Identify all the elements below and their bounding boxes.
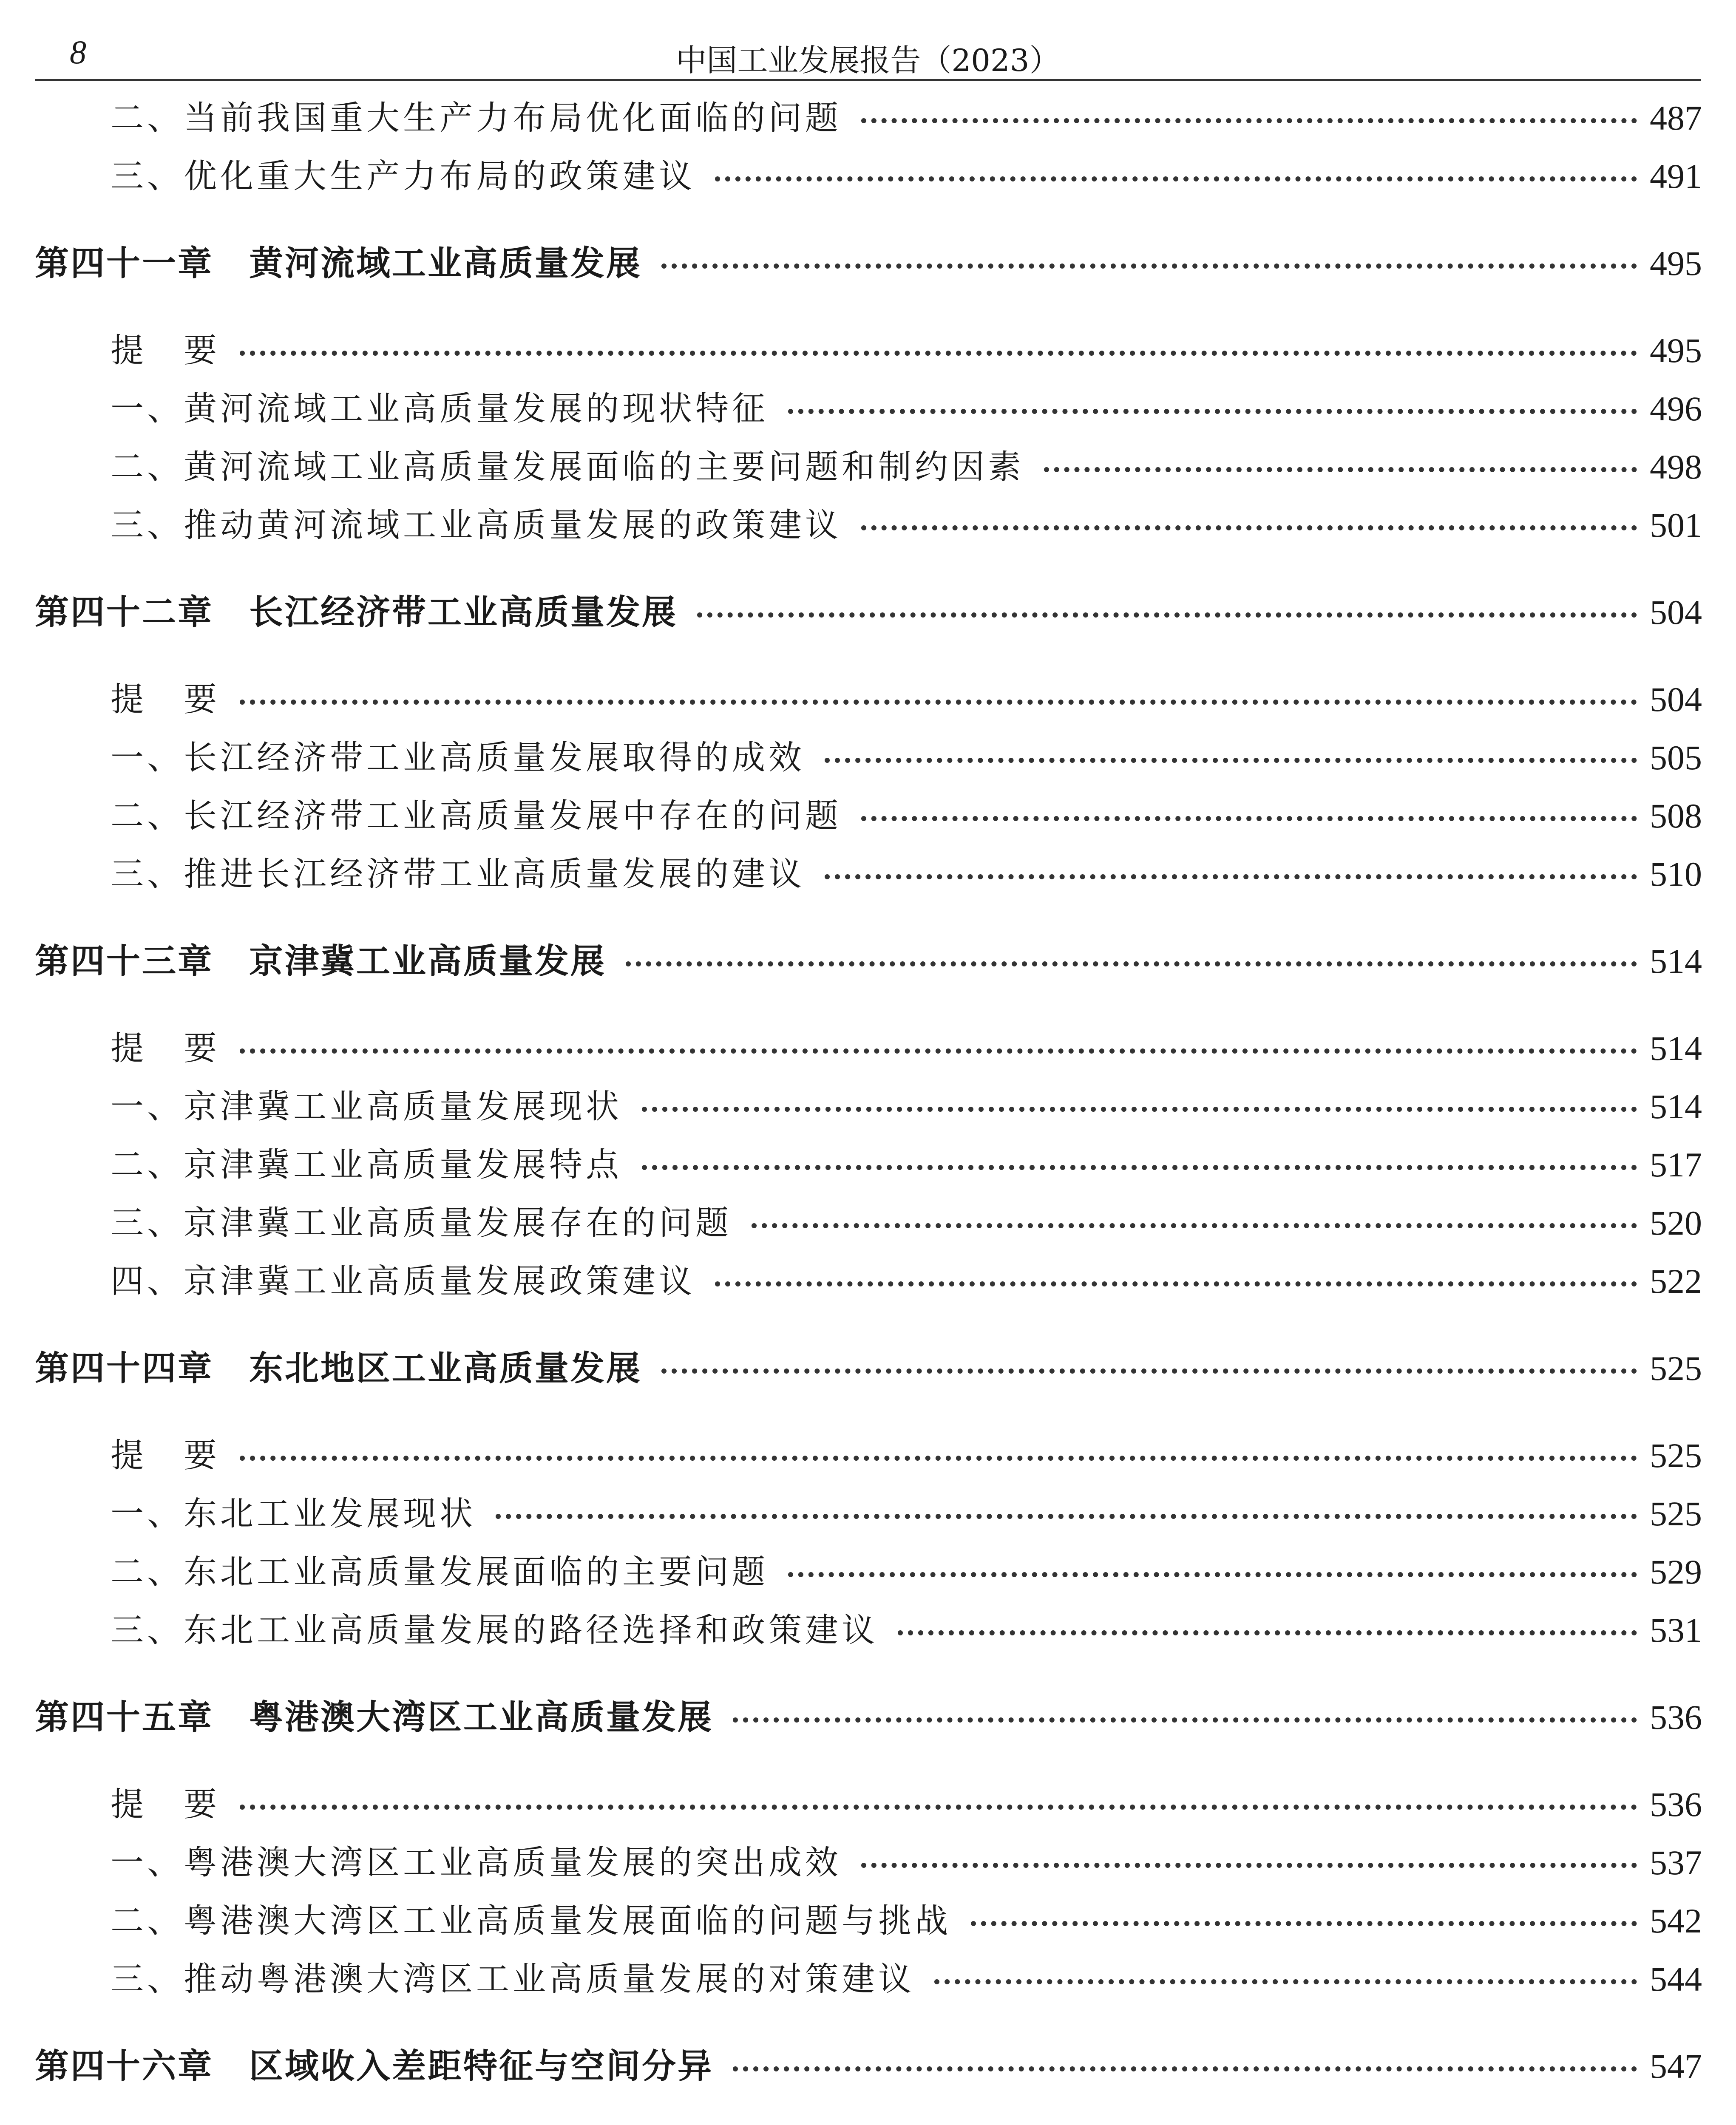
dot-leader [971,1921,1637,1926]
page-number-ref: 525 [1650,1494,1702,1533]
page-number-ref: 517 [1650,1145,1702,1184]
section-title: 二、黄河流域工业高质量发展面临的主要问题和制约因素 [111,448,1025,486]
dot-leader [733,1717,1637,1723]
page-number-ref: 520 [1650,1204,1702,1242]
dot-leader [240,351,1637,356]
toc-section-row[interactable] [111,849,1702,900]
dot-leader [752,1223,1637,1228]
section-title: 三、推动黄河流域工业高质量发展的政策建议 [111,506,842,544]
toc-section-row[interactable] [111,325,1702,376]
toc-chapter-row[interactable] [35,936,1702,987]
page-number-ref: 504 [1650,593,1702,632]
section-title: 三、优化重大生产力布局的政策建议 [111,157,696,196]
dot-leader [697,612,1637,618]
dot-leader [642,1107,1637,1112]
dot-leader [626,961,1637,966]
toc-section-row[interactable] [111,1081,1702,1132]
page-number-ref: 495 [1650,244,1702,283]
dot-leader [661,1368,1637,1374]
chapter-title [35,1697,713,1737]
page-number-ref: 522 [1650,1262,1702,1300]
toc-section-row[interactable] [111,1256,1702,1307]
toc-section-row[interactable] [111,1896,1702,1946]
dot-leader [240,1048,1637,1054]
section-title: 提 要 [111,680,221,719]
section-title: 提 要 [111,332,221,370]
section-title: 一、长江经济带工业高质量发展取得的成效 [111,739,806,777]
toc-chapter-row[interactable] [35,1343,1702,1394]
dot-leader [788,409,1637,414]
chapter-number: 第四十二章 [35,592,213,632]
page-number-ref: 495 [1650,331,1702,370]
toc-section-row[interactable] [111,1198,1702,1249]
chapter-name: 京津冀工业高质量发展 [249,941,606,981]
section-title: 二、东北工业高质量发展面临的主要问题 [111,1553,769,1591]
dot-leader [934,1979,1637,1984]
chapter-name: 区域收入差距特征与空间分异 [249,2046,713,2086]
toc-chapter-row[interactable] [35,238,1702,289]
section-title: 提 要 [111,1436,221,1475]
dot-leader [642,1165,1637,1170]
toc-section-row[interactable] [111,1779,1702,1830]
section-title: 提 要 [111,1029,221,1068]
toc-chapter-row[interactable] [35,2041,1702,2092]
page-number-ref: 531 [1650,1611,1702,1649]
toc-section-row[interactable] [111,1023,1702,1074]
toc-section-row[interactable] [111,151,1702,202]
toc-section-row[interactable] [111,1430,1702,1481]
chapter-title [35,941,606,981]
section-title: 三、推动粤港澳大湾区工业高质量发展的对策建议 [111,1960,915,1998]
dot-leader [898,1630,1637,1635]
toc-section-row[interactable] [111,442,1702,493]
dot-leader [733,2066,1637,2071]
page-number-ref: 508 [1650,796,1702,835]
section-title: 提 要 [111,1785,221,1824]
chapter-title [35,2046,713,2086]
dot-leader [1044,467,1637,472]
page-number-ref: 537 [1650,1843,1702,1882]
dot-leader [715,176,1637,181]
page-number-ref: 496 [1650,389,1702,428]
page-number-ref: 505 [1650,738,1702,777]
page-number-ref: 487 [1650,99,1702,137]
dot-leader [240,700,1637,705]
dot-leader [661,264,1637,269]
page-number-ref: 514 [1650,1029,1702,1068]
section-title: 二、长江经济带工业高质量发展中存在的问题 [111,797,842,835]
dot-leader [240,1805,1637,1810]
chapter-number: 第四十三章 [35,941,213,981]
dot-leader [788,1572,1637,1577]
page-number: 8 [70,34,86,71]
chapter-number: 第四十六章 [35,2046,213,2086]
chapter-name: 粤港澳大湾区工业高质量发展 [249,1697,713,1737]
section-title: 三、京津冀工业高质量发展存在的问题 [111,1204,732,1242]
section-title: 二、粤港澳大湾区工业高质量发展面临的问题与挑战 [111,1902,952,1940]
page-number-ref: 536 [1650,1785,1702,1824]
chapter-number: 第四十五章 [35,1697,213,1737]
page-number-ref: 514 [1650,1087,1702,1126]
page-number-ref: 491 [1650,157,1702,196]
page-number-ref: 501 [1650,506,1702,544]
page-number-ref: 536 [1650,1698,1702,1737]
page-number-ref: 547 [1650,2047,1702,2085]
toc-section-row[interactable] [111,674,1702,725]
chapter-title [35,244,642,283]
page-number-ref: 529 [1650,1553,1702,1591]
toc-section-row[interactable] [111,383,1702,434]
section-title: 一、京津冀工业高质量发展现状 [111,1088,623,1126]
section-title: 二、京津冀工业高质量发展特点 [111,1146,623,1184]
toc-section-row[interactable] [111,1605,1702,1656]
chapter-title [35,1349,642,1388]
page-number-ref: 504 [1650,680,1702,719]
toc-section-row[interactable] [111,1547,1702,1598]
toc-section-row[interactable] [111,500,1702,551]
dot-leader [496,1514,1637,1519]
toc-chapter-row[interactable] [35,587,1702,638]
toc-section-row[interactable] [111,1488,1702,1539]
toc-section-row[interactable] [111,1837,1702,1888]
toc-section-row[interactable] [111,732,1702,783]
page-number-ref: 525 [1650,1436,1702,1475]
toc-section-row[interactable] [111,1139,1702,1190]
chapter-name: 东北地区工业高质量发展 [249,1349,642,1388]
chapter-number: 第四十四章 [35,1349,213,1388]
section-title: 一、粤港澳大湾区工业高质量发展的突出成效 [111,1844,842,1882]
running-title: 中国工业发展报告（2023） [676,42,1060,78]
dot-leader [861,525,1637,530]
section-title: 一、东北工业发展现状 [111,1495,477,1533]
chapter-name: 长江经济带工业高质量发展 [249,592,678,632]
section-title: 三、推进长江经济带工业高质量发展的建议 [111,855,806,893]
section-title: 四、京津冀工业高质量发展政策建议 [111,1262,696,1300]
dot-leader [861,118,1637,123]
page-number-ref: 514 [1650,942,1702,980]
chapter-title [35,592,678,632]
page-number-ref: 542 [1650,1901,1702,1940]
dot-leader [861,816,1637,821]
toc-chapter-row[interactable] [35,1692,1702,1743]
section-title: 三、东北工业高质量发展的路径选择和政策建议 [111,1611,879,1649]
dot-leader [715,1281,1637,1286]
chapter-number: 第四十一章 [35,244,213,283]
dot-leader [861,1863,1637,1868]
section-title: 二、当前我国重大生产力布局优化面临的问题 [111,99,842,137]
dot-leader [825,874,1637,879]
page-number-ref: 544 [1650,1960,1702,1998]
page-number-ref: 525 [1650,1349,1702,1388]
toc-section-row[interactable] [111,93,1702,144]
dot-leader [825,758,1637,763]
toc-section-row[interactable] [111,1954,1702,2005]
toc-section-row[interactable] [111,790,1702,842]
dot-leader [240,1456,1637,1461]
page-number-ref: 498 [1650,448,1702,486]
page-number-ref: 510 [1650,855,1702,893]
chapter-name: 黄河流域工业高质量发展 [249,244,642,283]
section-title: 一、黄河流域工业高质量发展的现状特征 [111,390,769,428]
